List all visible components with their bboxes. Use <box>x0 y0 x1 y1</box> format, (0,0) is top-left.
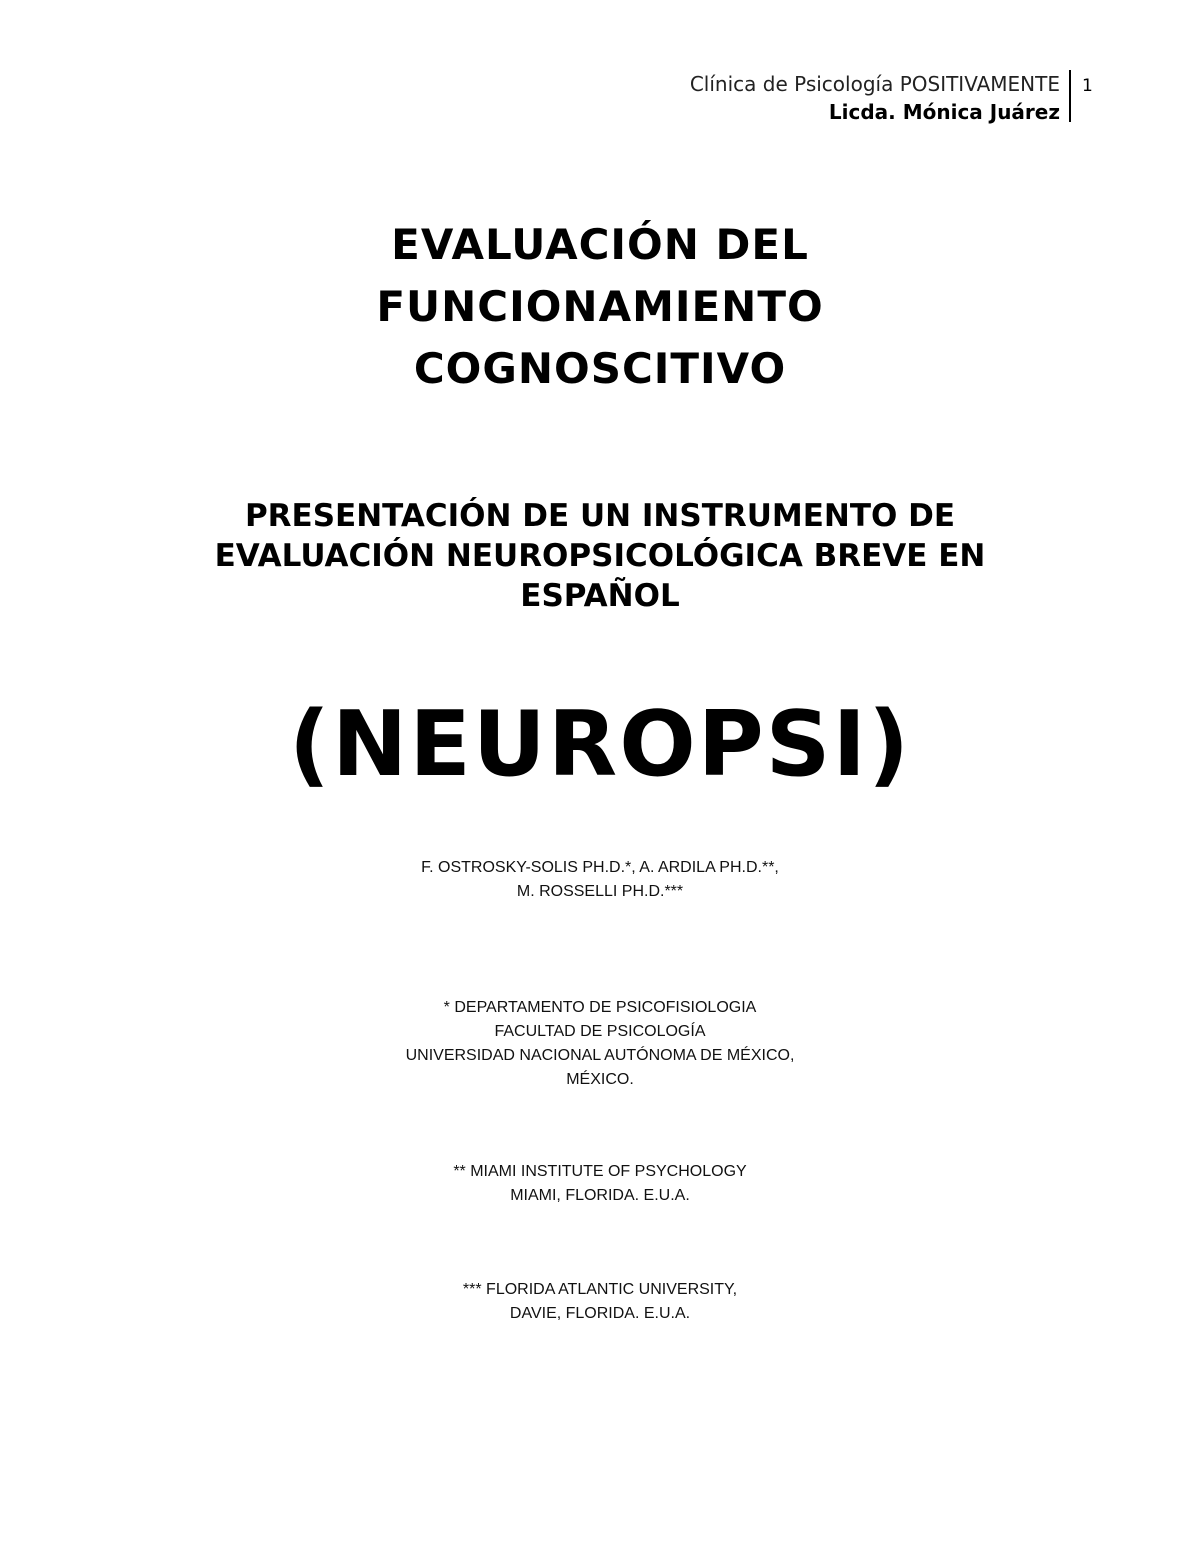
page-number: 1 <box>1082 76 1093 96</box>
header-clinic-name: Clínica de Psicología POSITIVAMENTE <box>689 72 1060 96</box>
header-divider <box>1069 70 1071 122</box>
document-subtitle <box>0 496 1200 616</box>
affiliation-line: MIAMI, FLORIDA. E.U.A. <box>510 1187 690 1204</box>
affiliation-line: FACULTAD DE PSICOLOGÍA <box>494 1023 706 1040</box>
header-author-name: Licda. Mónica Juárez <box>828 100 1060 124</box>
subtitle-line: PRESENTACIÓN DE UN INSTRUMENTO DE <box>244 498 956 534</box>
title-line: FUNCIONAMIENTO <box>376 282 824 331</box>
affiliation-miami <box>0 1160 1200 1208</box>
authors-line: F. OSTROSKY-SOLIS PH.D.*, A. ARDILA PH.D.**, <box>421 859 779 876</box>
affiliation-line: MÉXICO. <box>566 1071 634 1088</box>
authors-line: M. ROSSELLI PH.D.*** <box>516 883 684 900</box>
affiliation-line: * DEPARTAMENTO DE PSICOFISIOLOGIA <box>443 999 757 1016</box>
title-line: COGNOSCITIVO <box>413 344 787 393</box>
instrument-acronym: (NEUROPSI) <box>288 692 912 797</box>
affiliation-line: ** MIAMI INSTITUTE OF PSYCHOLOGY <box>453 1163 747 1180</box>
affiliation-line: *** FLORIDA ATLANTIC UNIVERSITY, <box>462 1281 738 1298</box>
document-title <box>0 214 1200 400</box>
authors-block <box>0 856 1200 904</box>
page-header <box>0 70 1200 126</box>
affiliation-unam <box>0 996 1200 1092</box>
affiliation-line: UNIVERSIDAD NACIONAL AUTÓNOMA DE MÉXICO, <box>405 1047 795 1064</box>
affiliation-fau <box>0 1278 1200 1326</box>
title-line: EVALUACIÓN DEL <box>391 220 809 269</box>
subtitle-line: ESPAÑOL <box>520 578 680 614</box>
affiliation-line: DAVIE, FLORIDA. E.U.A. <box>509 1305 691 1322</box>
subtitle-line: EVALUACIÓN NEUROPSICOLÓGICA BREVE EN <box>214 538 986 574</box>
header-text <box>690 70 1060 126</box>
